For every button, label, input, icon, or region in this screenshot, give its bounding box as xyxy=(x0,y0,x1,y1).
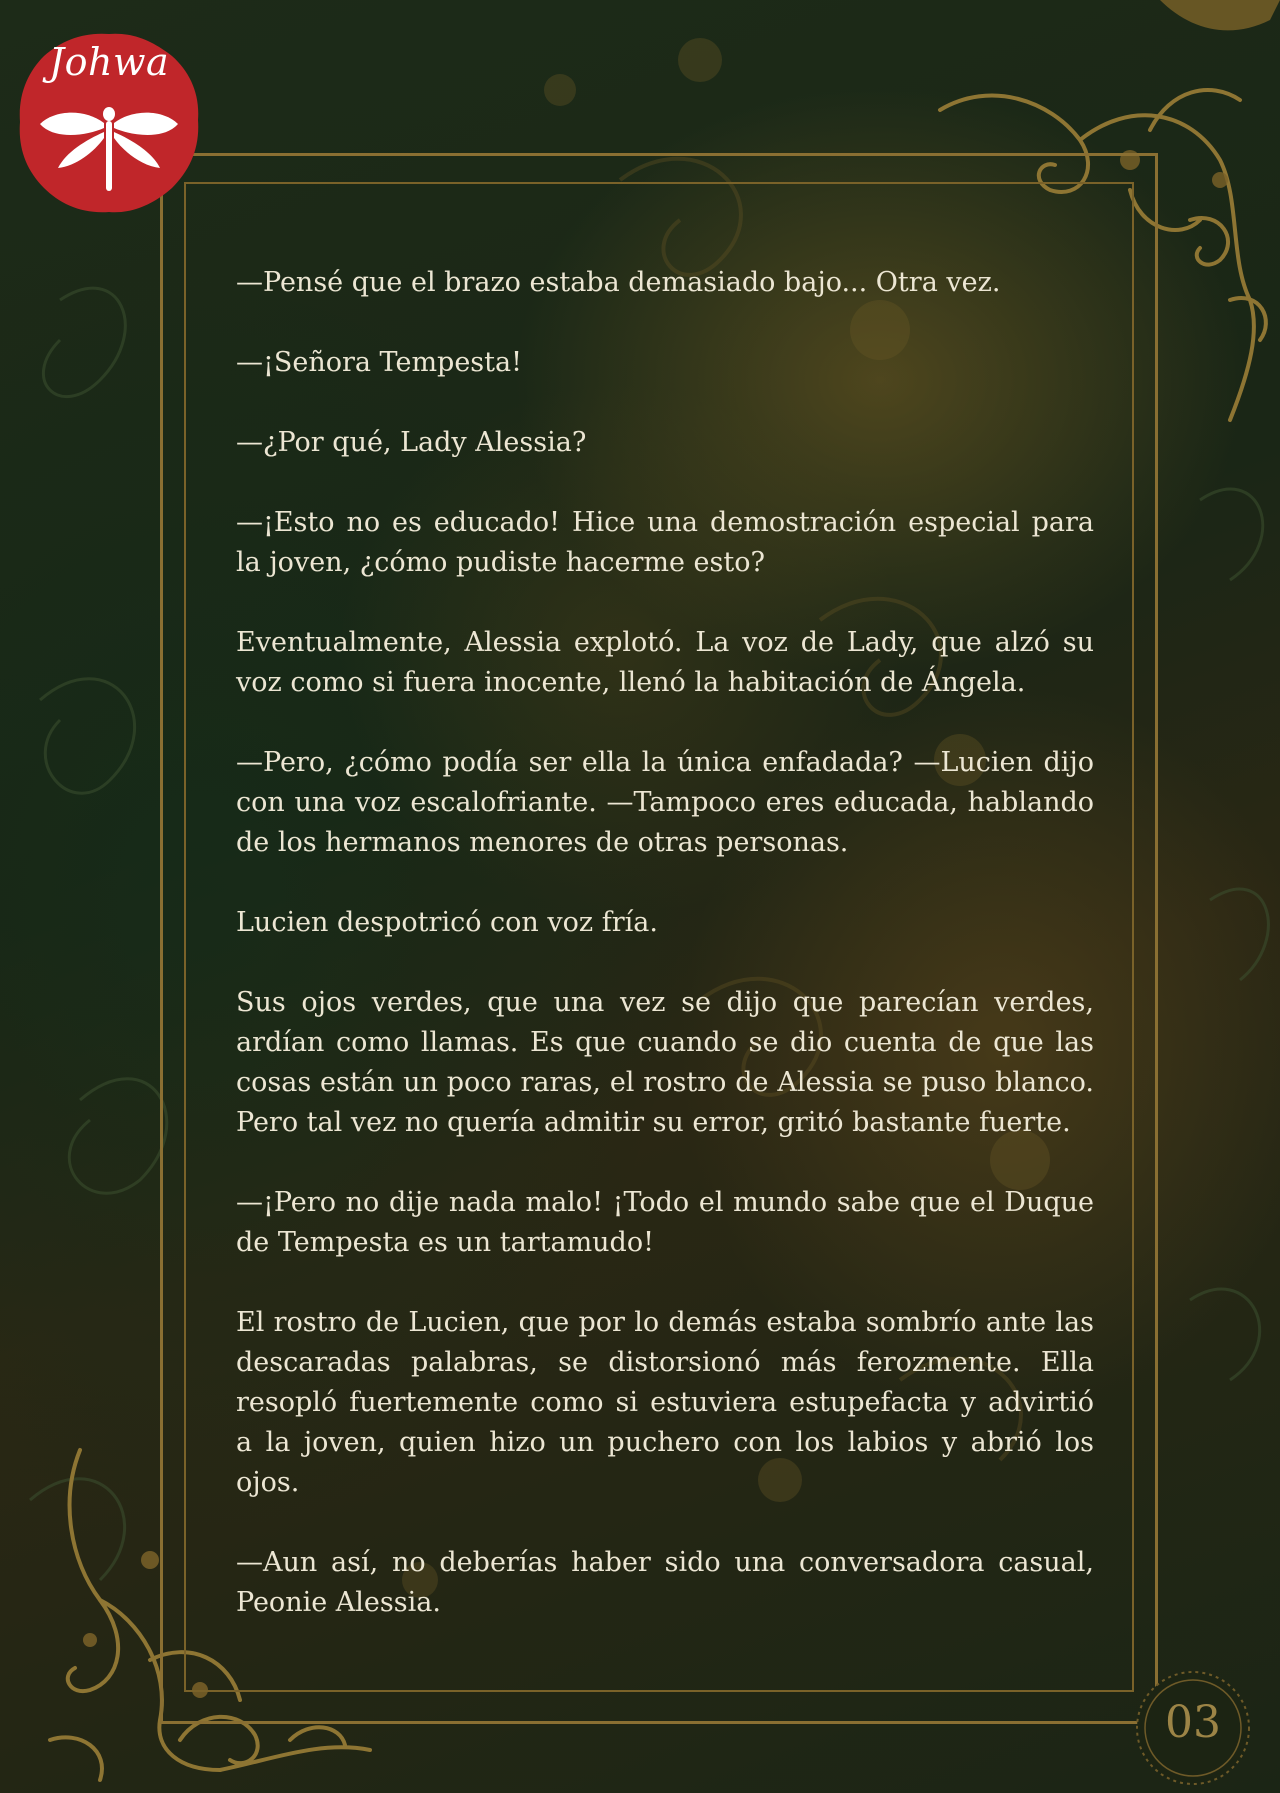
page-number: 03 xyxy=(1165,1697,1221,1748)
paragraph: —Aun así, no deberías haber sido una conversadora casual, Peonie Alessia. xyxy=(236,1547,1094,1618)
paragraph: —Pensé que el brazo estaba demasiado bajo... Otra vez. xyxy=(236,267,1001,298)
paragraph: Eventualmente, Alessia explotó. La voz de Lady, que alzó su voz como si fuera inocente, llenó la habitación de Ángela. xyxy=(236,627,1094,698)
paragraph: —¡Señora Tempesta! xyxy=(236,347,522,378)
paragraph: El rostro de Lucien, que por lo demás estaba sombrío ante las descaradas palabras, se distorsionó más ferozmente. Ella resopló fuertemente como si estuviera estupefacta y advirtió a la joven, quien hizo un puchero con los labios y abrió los ojos. xyxy=(236,1307,1094,1498)
paragraph: —¡Pero no dije nada malo! ¡Todo el mundo sabe que el Duque de Tempesta es un tartamudo! xyxy=(236,1187,1094,1258)
paragraph: Lucien despotricó con voz fría. xyxy=(236,907,658,938)
logo-label: Johwa xyxy=(48,40,170,84)
paragraph: Sus ojos verdes, que una vez se dijo que parecían verdes, ardían como llamas. Es que cuando se dio cuenta de que las cosas están un poco raras, el rostro de Alessia se puso blanco. Pero tal vez no quería admitir su error, gritó bastante fuerte. xyxy=(236,987,1094,1138)
paragraph: —¡Esto no es educado! Hice una demostración especial para la joven, ¿cómo pudiste hacerme esto? xyxy=(236,507,1094,578)
story-text xyxy=(236,263,1094,1663)
paragraph: —¿Por qué, Lady Alessia? xyxy=(236,427,587,458)
paragraph: —Pero, ¿cómo podía ser ella la única enfadada? —Lucien dijo con una voz escalofriante. —Tampoco eres educada, hablando de los hermanos menores de otras personas. xyxy=(236,747,1094,858)
